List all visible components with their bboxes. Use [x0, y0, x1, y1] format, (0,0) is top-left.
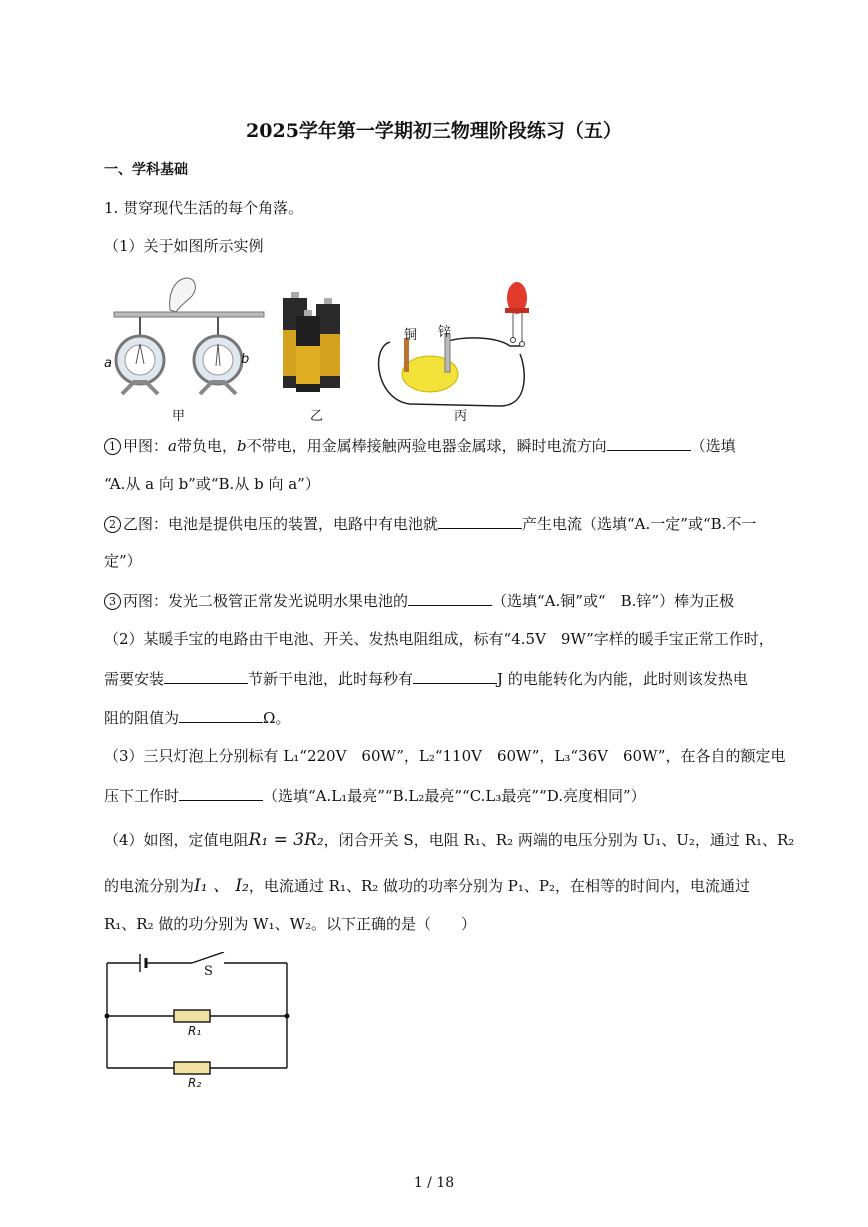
subquestion-2: （2）某暖手宝的电路由干电池、开关、发热电阻组成，标有“4.5V 9W”字样的暖手宝正常工作时，: [104, 630, 774, 648]
electroscope-figure: [114, 278, 264, 394]
fruit-battery-figure: [379, 282, 529, 406]
subquestion-4-line-3: R₁、R₂ 做的功分别为 W₁、W₂。以下正确的是（ ）: [104, 915, 477, 933]
subquestion-2-line-3: 阻的阻值为 Ω。: [104, 709, 291, 727]
item-number: 3: [104, 593, 121, 610]
item-2: 2 乙图：电池是提供电压的装置，电路中有电池就 产生电流（选填“A.一定”或“B.不一: [104, 513, 756, 534]
item-number: 1: [104, 438, 121, 455]
section-heading: 一、学科基础: [104, 162, 188, 178]
switch-label: S: [204, 964, 213, 979]
answer-blank[interactable]: [607, 435, 691, 451]
item-3: 3 丙图：发光二极管正常发光说明水果电池的 （选填“A.铜”或“ B.锌”）棒为正极: [104, 590, 734, 611]
item-2-line-2: 定”）: [104, 552, 142, 570]
subquestion-4-line-2: 的电流分别为I₁ 、 I₂，电流通过 R₁、R₂ 做功的功率分别为 P₁、P₂，在相等的时间内，电流通过: [104, 876, 751, 896]
subquestion-3-line-2: 压下工作时 （选填“A.L₁最亮”“B.L₂最亮”“C.L₃最亮”“D.亮度相同”）: [104, 787, 646, 805]
caption-bing: 丙: [454, 409, 468, 424]
subquestion-1: （1）关于如图所示实例: [104, 237, 264, 255]
answer-blank[interactable]: [164, 668, 248, 684]
resistor-r2-label: R₂: [188, 1076, 202, 1090]
answer-blank[interactable]: [438, 513, 522, 529]
item-1-line-2: “A.从 a 向 b”或“B.从 b 向 a”）: [104, 475, 320, 493]
question-1-stem: 1. 贯穿现代生活的每个角落。: [104, 199, 304, 217]
experiment-figures: [100, 272, 540, 422]
label-a: a: [104, 356, 112, 371]
label-b: b: [241, 352, 250, 367]
formula: R₁ = 3R₂: [248, 830, 324, 850]
subquestion-2-line-2: 需要安装 节新干电池，此时每秒有 J 的电能转化为内能，此时则该发热电: [104, 670, 748, 688]
item-number: 2: [104, 516, 121, 533]
caption-jia: 甲: [172, 409, 186, 424]
answer-blank[interactable]: [413, 668, 497, 684]
answer-blank[interactable]: [408, 590, 492, 606]
circuit-diagram: [100, 952, 300, 1092]
label-copper: 铜: [404, 328, 418, 343]
battery-figure: [283, 292, 340, 392]
page-number: 1 / 18: [413, 1175, 455, 1191]
label-zinc: 锌: [438, 325, 452, 340]
answer-blank[interactable]: [179, 785, 263, 801]
subquestion-4: （4）如图，定值电阻R₁ = 3R₂，闭合开关 S，电阻 R₁、R₂ 两端的电压分别为 U₁、U₂，通过 R₁、R₂: [104, 830, 795, 850]
answer-blank[interactable]: [179, 707, 263, 723]
caption-yi: 乙: [310, 409, 324, 424]
resistor-r1-label: R₁: [188, 1024, 202, 1038]
item-1: 1 甲图：a带负电，b不带电，用金属棒接触两验电器金属球，瞬时电流方向 （选填: [104, 435, 736, 456]
subquestion-3: （3）三只灯泡上分别标有 L₁“220V 60W”，L₂“110V 60W”，L₃“36V 60W”，在各自的额定电: [104, 747, 786, 765]
page-title: 2025学年第一学期初三物理阶段练习（五）: [246, 120, 622, 142]
